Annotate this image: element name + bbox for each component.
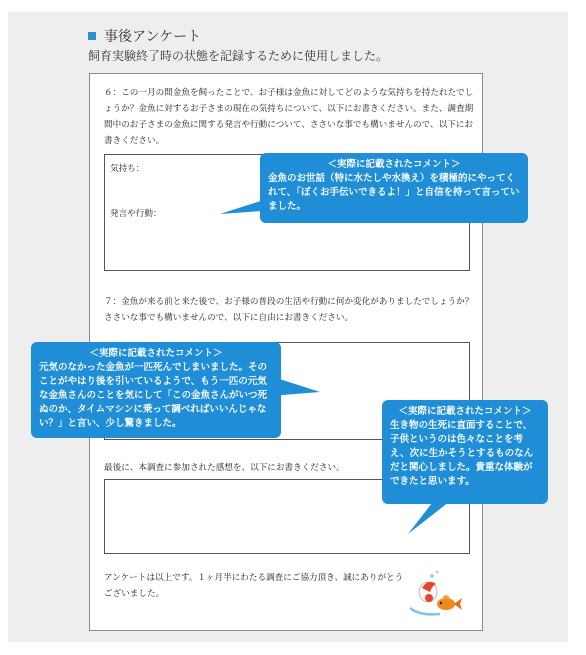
comment-callout-3 bbox=[382, 400, 548, 504]
comment-callout-2 bbox=[31, 342, 281, 438]
callout-body: 金魚のお世話（特に水たしや水換え）を積極的にやってくれて、「ぼくお手伝いできるよ！」と自信を持って言っていました。 bbox=[268, 173, 520, 212]
question-final: 最後に、本調査に参加された感想を、以下にお書きください。 bbox=[104, 463, 345, 473]
callout-body: 生き物の生死に直面することで、子供というのは色々なことを考え、次に生かそうとするものなんだと関心しました。貴重な体験ができたと思います。 bbox=[390, 420, 534, 487]
section-title: 事後アンケート bbox=[104, 29, 202, 45]
behavior-label: 発言や行動： bbox=[110, 209, 162, 219]
section-subtitle: 飼育実験終了時の状態を記録するために使用しました。 bbox=[88, 49, 389, 63]
callout-body: 元気のなかった金魚が一匹死んでしまいました。そのことがやはり後を引いているようで、もう一匹の元気な金魚さんのことを気にして「この金魚さんがいつ死ぬのか、タイムマシンに乗って調べればいいんじゃない？」と言い、少し驚きました。 bbox=[39, 362, 268, 429]
comment-callout-1 bbox=[260, 153, 528, 223]
question-7: ７：金魚が来る前と来た後で、お子様の普段の生活や行動に何か変化がありましたでしょうか？ささいな事でも構いませんので、以下に自由にお書きください。 bbox=[104, 297, 474, 323]
callout-title: ＜実際に記載されたコメント＞ bbox=[398, 406, 532, 417]
feeling-label: 気持ち： bbox=[110, 164, 145, 174]
question-6: ６：この一月の間金魚を飼ったことで、お子様は金魚に対してどのような気持ちを持たれたでしょうか？金魚に対するお子さまの現在の気持ちについて、以下にお書きください。また、調査期間中のお子さまの金魚に関する発言や行動について、ささいな事でも構いませんので、以下にお書きください。 bbox=[104, 88, 474, 146]
callout-title: ＜実際に記載されたコメント＞ bbox=[89, 348, 223, 359]
callout-title: ＜実際に記載されたコメント＞ bbox=[327, 159, 461, 170]
closing-message: アンケートは以上です。１ヶ月半にわたる調査にご協力頂き、誠にありがとうございました。 bbox=[104, 573, 404, 599]
